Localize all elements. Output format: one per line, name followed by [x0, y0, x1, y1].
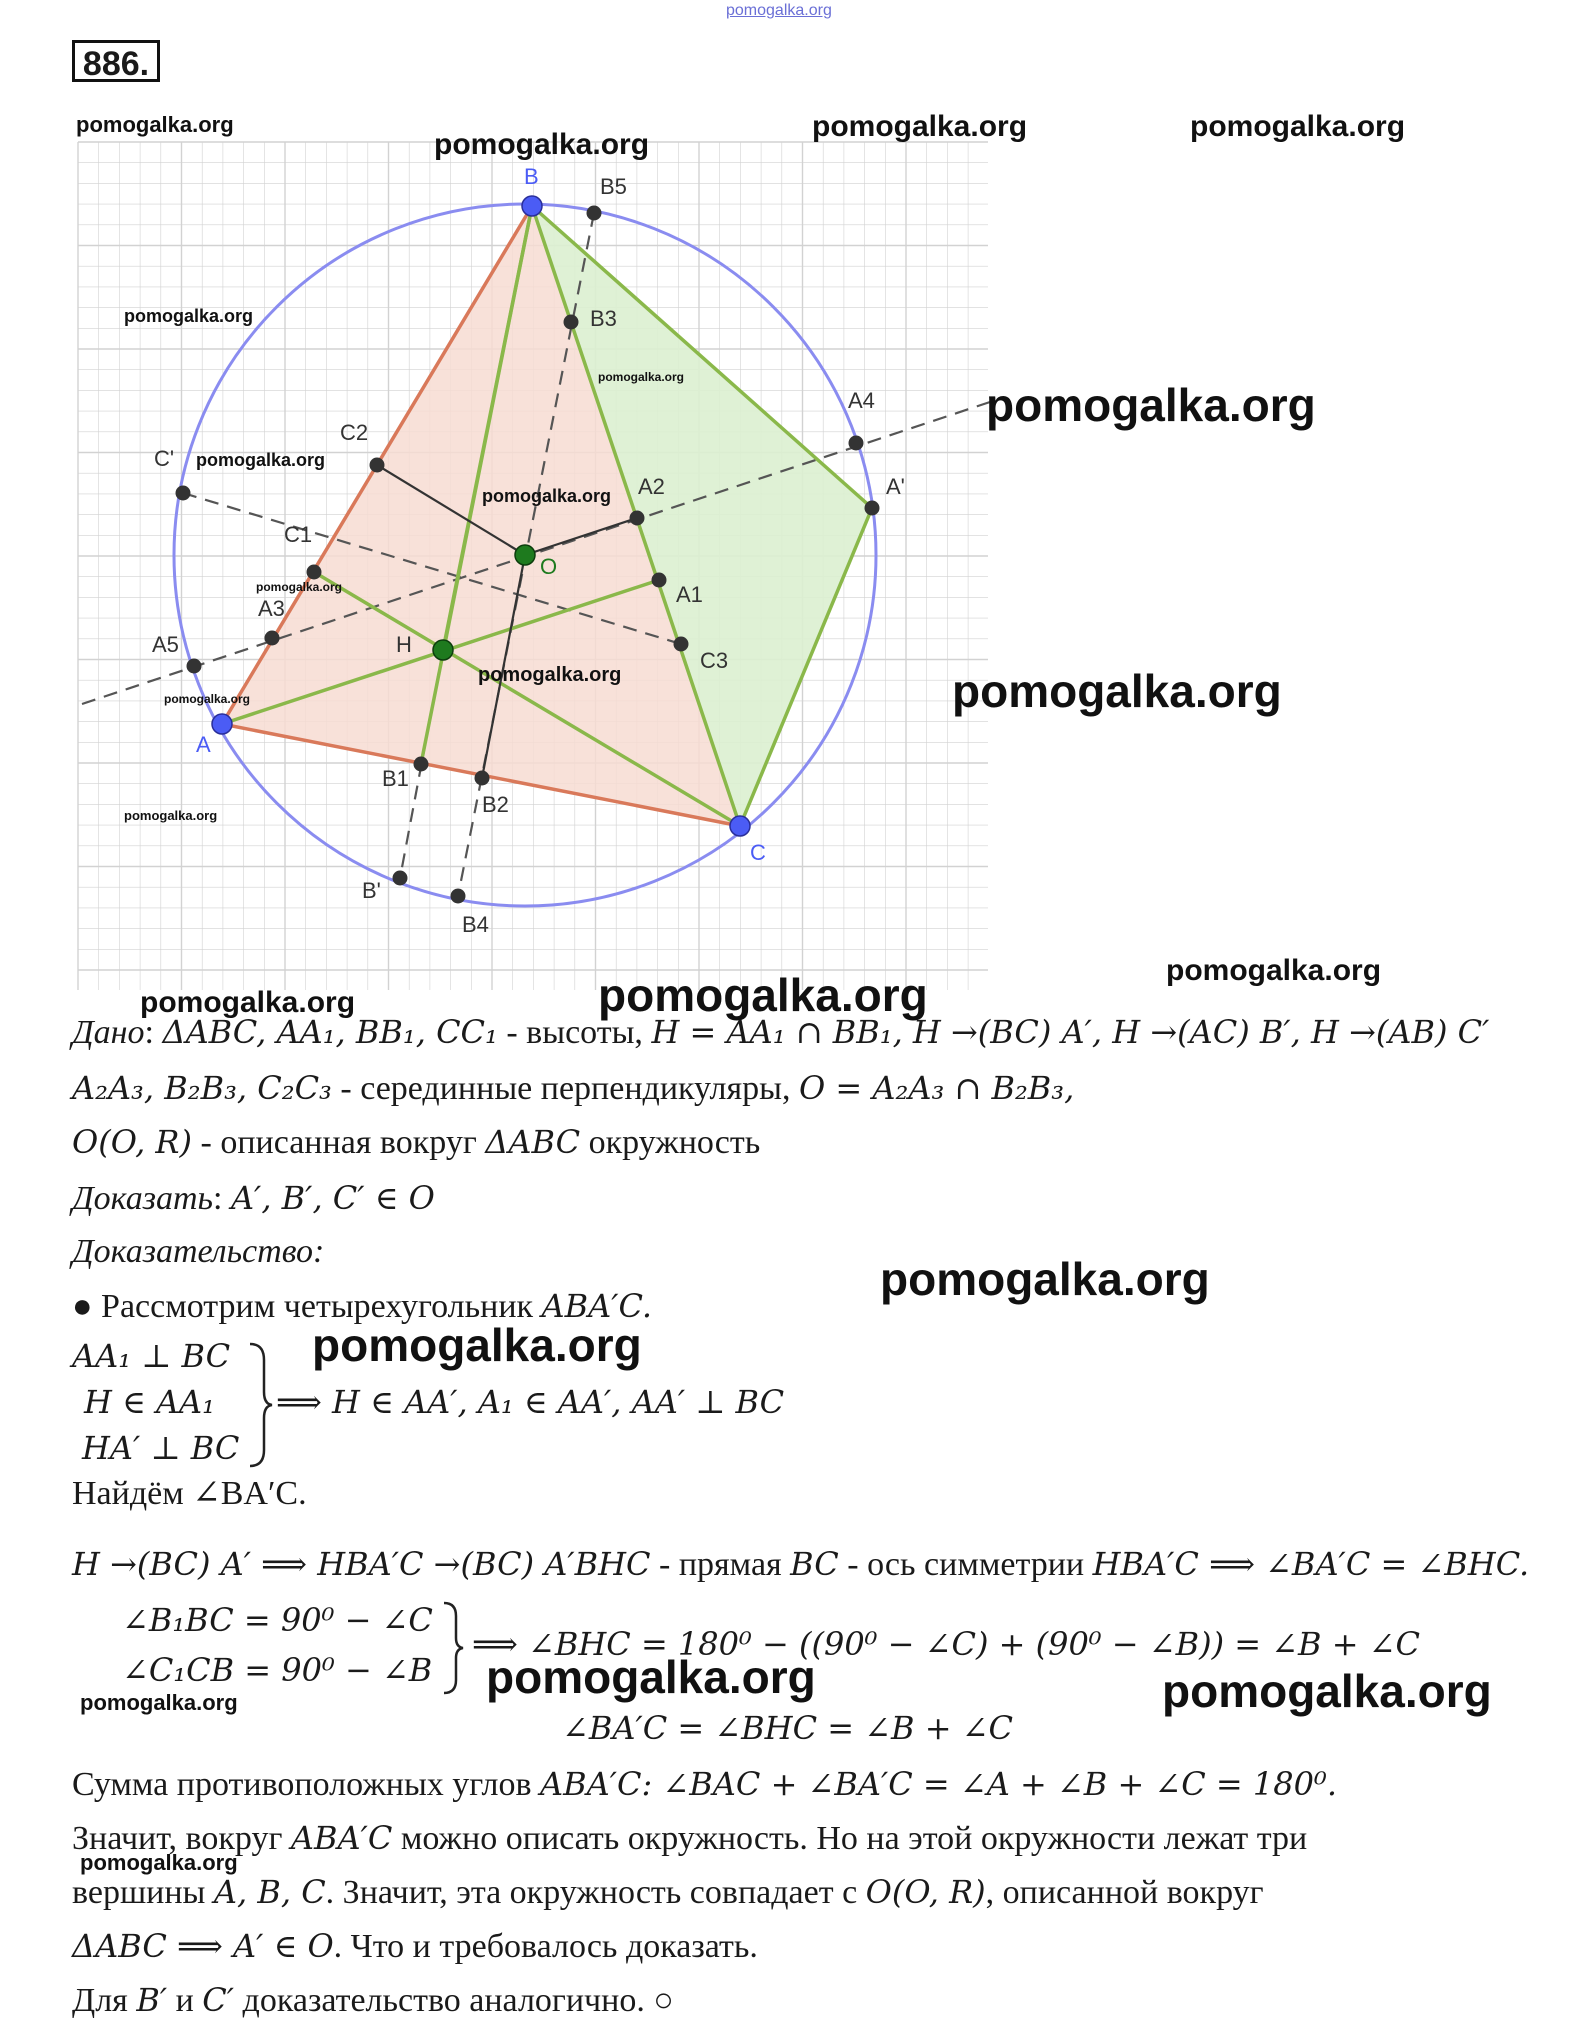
- point-b5: [587, 206, 602, 221]
- watermark: pomogalka.org: [140, 986, 356, 1019]
- given-line-2: [72, 1068, 1074, 1109]
- watermark: pomogalka.org: [124, 306, 254, 326]
- label-b4: B4: [462, 912, 489, 937]
- step-1: [72, 1286, 652, 1327]
- label-c2: C2: [340, 420, 369, 445]
- watermark: pomogalka.org: [812, 110, 1028, 143]
- point-a3: [265, 631, 280, 646]
- given-bisectors: A₂A₃, B₂B₃, C₂C₃: [72, 1069, 332, 1107]
- final-d: C′: [202, 1981, 235, 2019]
- point-a1: [652, 573, 667, 588]
- conclusion-1b: ABA′C: [290, 1819, 393, 1857]
- watermark: pomogalka.org: [478, 664, 622, 686]
- symmetry-line: [72, 1544, 1529, 1585]
- point-a2: [630, 511, 645, 526]
- symmetry-axis: BC: [790, 1545, 839, 1583]
- system-1-result: ⟹ H ∈ AA′, A₁ ∈ AA′, AA′ ⊥ BC: [276, 1383, 785, 1421]
- conclusion-line-2: [72, 1872, 1264, 1913]
- step-1-text: ● Рассмотрим четырехугольник: [72, 1288, 542, 1325]
- watermark: pomogalka.org: [124, 808, 218, 823]
- vertex-b: [522, 196, 542, 216]
- point-ap: [865, 501, 880, 516]
- step-1-quad: ABA′C.: [541, 1287, 653, 1325]
- watermark: pomogalka.org: [482, 486, 612, 506]
- point-o: [515, 545, 535, 565]
- system-2-line-1: ∠B₁BC = 90⁰ − ∠C: [122, 1601, 433, 1639]
- watermark: pomogalka.org: [164, 692, 251, 706]
- conclusion-3b: . Что и требовалось доказать.: [333, 1928, 758, 1965]
- system-2-result: ⟹ ∠BHC = 180⁰ − ((90⁰ − ∠C) + (90⁰ − ∠B)) = ∠B + ∠C: [472, 1625, 1421, 1663]
- label-b1: B1: [382, 766, 409, 791]
- given-circle-desc: - описанная вокруг: [192, 1124, 486, 1161]
- sum-formula: ABA′C: ∠BAC + ∠BA′C = ∠A + ∠B + ∠C = 180⁰.: [540, 1765, 1337, 1803]
- label-b3: B3: [590, 306, 617, 331]
- label-a3: A3: [258, 596, 285, 621]
- symmetry-map: H →(BC) A′ ⟹ HBA′C →(BC) A′BHC: [72, 1545, 651, 1583]
- conclusion-1a: Значит, вокруг: [72, 1820, 291, 1857]
- label-a-prime: A': [886, 474, 905, 499]
- final-b: B′: [136, 1981, 168, 2019]
- conclusion-2e: , описанной вокруг: [985, 1874, 1264, 1911]
- final-e: доказательство аналогично. ○: [234, 1982, 674, 2019]
- point-c3: [674, 637, 689, 652]
- symmetry-desc-2: - ось симметрии: [838, 1546, 1093, 1583]
- final-line: [72, 1980, 674, 2021]
- label-a: A: [196, 732, 211, 757]
- label-b2: B2: [482, 792, 509, 817]
- watermark: pomogalka.org: [1166, 954, 1382, 987]
- given-label: Дано: [72, 1014, 145, 1051]
- given-line-3: [72, 1122, 760, 1163]
- sum-text: Сумма противоположных углов: [72, 1766, 541, 1803]
- conclusion-2a: вершины: [72, 1874, 214, 1911]
- label-a2: A2: [638, 474, 665, 499]
- prove-statement: A′, B′, C′ ∈ O: [230, 1179, 435, 1217]
- label-b-prime: B': [362, 878, 381, 903]
- geometry-diagram: [0, 0, 1576, 1000]
- label-a5: A5: [152, 632, 179, 657]
- watermark: pomogalka.org: [256, 580, 343, 594]
- angle-result: ∠BA′C = ∠BHC = ∠B + ∠C: [562, 1709, 1013, 1747]
- point-b1: [414, 757, 429, 772]
- proof-label: Доказательство:: [72, 1233, 325, 1270]
- conclusion-line-3: [72, 1926, 758, 1967]
- label-c1: C1: [284, 522, 313, 547]
- watermark: pomogalka.org: [80, 1690, 238, 1715]
- watermark: pomogalka.org: [880, 1253, 1210, 1305]
- given-bisectors-desc: - серединные перпендикуляры,: [331, 1070, 800, 1107]
- watermark: pomogalka.org: [486, 1651, 816, 1703]
- given-line-1: Дано: ΔABC, AA₁, BB₁, CC₁ - высоты, H = AA₁ ∩ BB₁, H →(BC) A′, H →(AC) B′, H →(AB) C′: [72, 1013, 1490, 1051]
- vertex-a: [212, 714, 232, 734]
- system-1-line-3: HA′ ⊥ BC: [82, 1429, 240, 1467]
- conclusion-2c: . Значит, эта окружность совпадает с: [325, 1874, 866, 1911]
- label-b5: B5: [600, 174, 627, 199]
- conclusion-3a: ΔABC ⟹ A′ ∈ O: [72, 1927, 334, 1965]
- given-circle: O(O, R): [72, 1123, 192, 1161]
- system-2-line-2: ∠C₁CB = 90⁰ − ∠B: [122, 1651, 433, 1689]
- given-triangle: ΔABC: [485, 1123, 581, 1161]
- label-c3: C3: [700, 648, 729, 673]
- watermark: pomogalka.org: [598, 370, 685, 384]
- system-1-line-2: H ∈ AA₁: [84, 1383, 215, 1421]
- point-bp: [393, 871, 408, 886]
- watermark: pomogalka.org: [598, 969, 928, 1021]
- label-c-prime: C': [154, 446, 175, 471]
- point-b3: [564, 315, 579, 330]
- conclusion-2d: O(O, R): [865, 1873, 986, 1911]
- find-angle: Найдём ∠BA′C.: [72, 1475, 307, 1512]
- point-b4: [451, 889, 466, 904]
- watermark: pomogalka.org: [1190, 110, 1406, 143]
- prove-line: Доказать: A′, B′, C′ ∈ O: [72, 1179, 435, 1217]
- given-center: O = A₂A₃ ∩ B₂B₃,: [799, 1069, 1075, 1107]
- label-a1: A1: [676, 582, 703, 607]
- watermark: pomogalka.org: [1162, 1665, 1492, 1717]
- watermark: pomogalka.org: [986, 379, 1316, 431]
- watermark: pomogalka.org: [952, 665, 1282, 717]
- watermark: pomogalka.org: [76, 112, 234, 137]
- conclusion-2b: A, B, C: [213, 1873, 326, 1911]
- watermark-top: pomogalka.org: [726, 2, 832, 19]
- given-altitudes-desc: - высоты,: [497, 1014, 652, 1051]
- symmetry-desc-1: - прямая: [650, 1546, 791, 1583]
- problem-number: 886.: [72, 40, 160, 82]
- label-a4: A4: [848, 388, 875, 413]
- conclusion-1c: можно описать окружность. Но на этой окружности лежат три: [392, 1820, 1308, 1857]
- watermark: pomogalka.org: [312, 1319, 642, 1371]
- system-2-brace: [440, 1600, 466, 1696]
- label-o: O: [540, 554, 558, 579]
- point-a4: [849, 436, 864, 451]
- watermark: pomogalka.org: [80, 1850, 238, 1875]
- prove-label: Доказать: [72, 1180, 213, 1217]
- given-altitudes: ΔABC, AA₁, BB₁, CC₁: [162, 1013, 498, 1051]
- label-b: B: [524, 164, 539, 189]
- symmetry-result: HBA′C ⟹ ∠BA′C = ∠BHC.: [1092, 1545, 1530, 1583]
- system-1-line-1: AA₁ ⊥ BC: [72, 1337, 231, 1375]
- sum-line: [72, 1764, 1337, 1805]
- final-a: Для: [72, 1982, 137, 2019]
- label-h: H: [396, 632, 412, 657]
- final-c: и: [167, 1982, 203, 2019]
- point-cp: [176, 486, 191, 501]
- given-reflections: H = AA₁ ∩ BB₁, H →(BC) A′, H →(AC) B′, H →(AB) C′: [651, 1013, 1490, 1051]
- system-1-brace: [244, 1340, 274, 1470]
- watermark: pomogalka.org: [196, 450, 326, 470]
- label-c: C: [750, 840, 766, 865]
- point-c2: [370, 458, 385, 473]
- point-b2: [475, 771, 490, 786]
- vertex-c: [730, 816, 750, 836]
- given-circle-word: окружность: [580, 1124, 761, 1161]
- conclusion-line-1: [72, 1818, 1307, 1859]
- point-a5: [187, 659, 202, 674]
- point-c1: [307, 565, 322, 580]
- point-h: [433, 640, 453, 660]
- watermark: pomogalka.org: [434, 128, 650, 161]
